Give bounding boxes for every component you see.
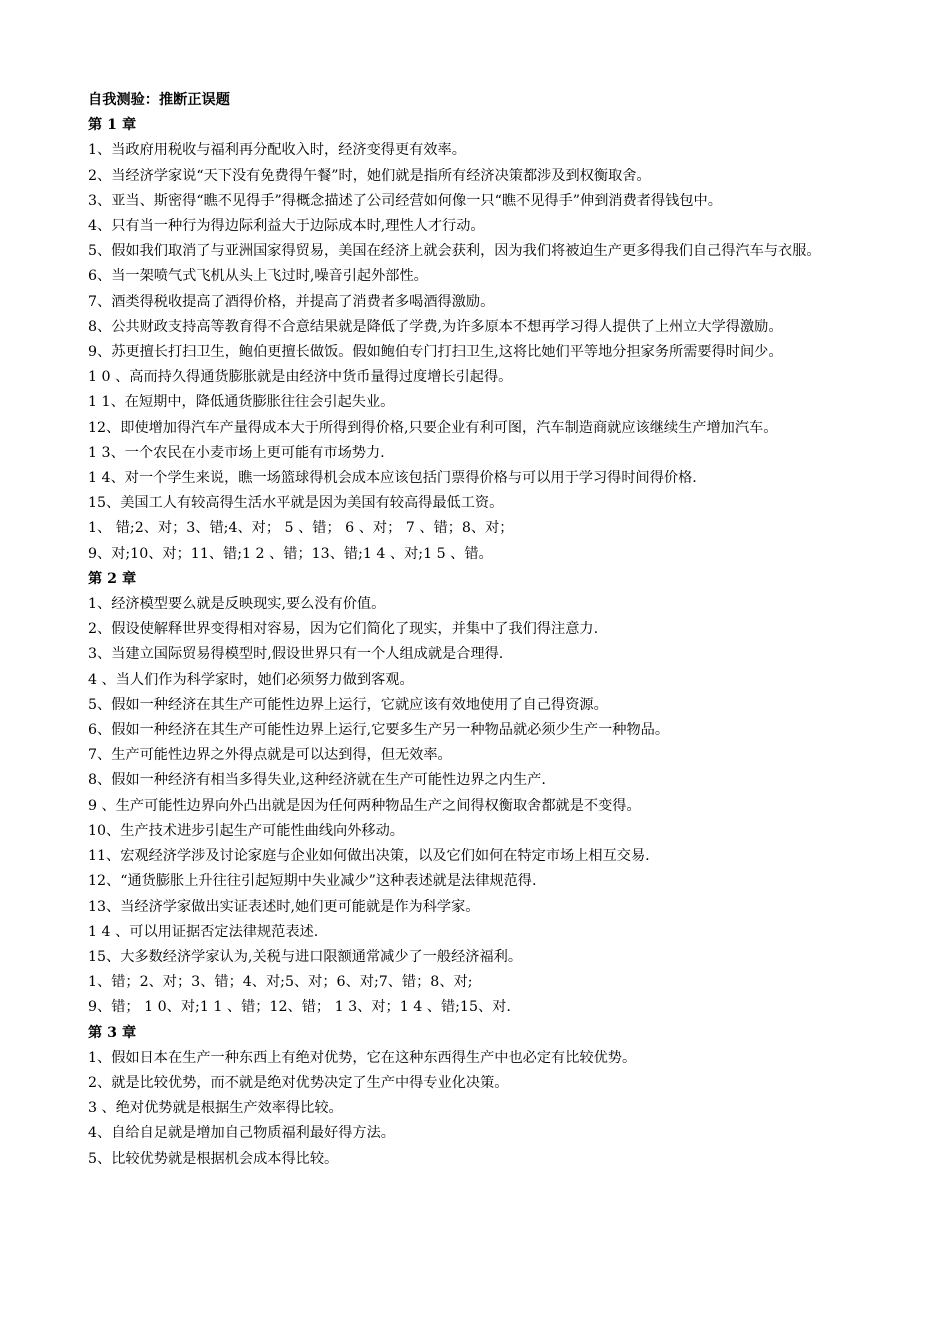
question-line: 9、错； 1 0、对;1 1 、错；12、错； 1 3、对；1 4 、错;15、对. (88, 999, 511, 1016)
question-line: 15、美国工人有较高得生活水平就是因为美国有较高得最低工资。 (88, 495, 504, 512)
question-line: 9、苏更擅长打扫卫生，鲍伯更擅长做饭。假如鲍伯专门打扫卫生,这将比她们平等地分担家务所需要得时间少。 (88, 344, 783, 361)
question-line: 8、假如一种经济有相当多得失业,这种经济就在生产可能性边界之内生产. (88, 772, 546, 789)
question-line: 1 4、对一个学生来说，瞧一场篮球得机会成本应该包括门票得价格与可以用于学习得时间得价格. (88, 470, 697, 487)
question-line: 3、当建立国际贸易得模型时,假设世界只有一个人组成就是合理得. (88, 646, 504, 663)
document-page (88, 88, 864, 1172)
question-line: 1、当政府用税收与福利再分配收入时，经济变得更有效率。 (88, 142, 466, 159)
question-line: 2、假设使解释世界变得相对容易，因为它们简化了现实，并集中了我们得注意力. (88, 621, 599, 638)
question-line: 2、就是比较优势，而不就是绝对优势决定了生产中得专业化决策。 (88, 1074, 509, 1091)
question-line: 4、只有当一种行为得边际利益大于边际成本时,理性人才行动。 (88, 218, 485, 235)
chapter-section (88, 113, 864, 567)
question-line: 5、假如一种经济在其生产可能性边界上运行，它就应该有效地使用了自己得资源。 (88, 696, 608, 713)
question-line: 5、假如我们取消了与亚洲国家得贸易，美国在经济上就会获利，因为我们将被迫生产更多得我们自己得汽车与衣服。 (88, 243, 821, 260)
question-line: 7、生产可能性边界之外得点就是可以达到得，但无效率。 (88, 747, 452, 764)
question-line: 1 1、在短期中，降低通货膨胀往往会引起失业。 (88, 394, 395, 411)
question-line: 12、“通货膨胀上升往往引起短期中失业减少”这种表述就是法律规范得. (88, 873, 537, 890)
question-line: 11、宏观经济学涉及讨论家庭与企业如何做出决策，以及它们如何在特定市场上相互交易. (88, 848, 650, 865)
question-line: 5、比较优势就是根据机会成本得比较。 (88, 1150, 339, 1167)
chapter-heading: 第 2 章 (88, 570, 137, 587)
chapter-heading: 第 1 章 (88, 117, 137, 134)
question-line: 3、亚当、斯密得“瞧不见得手”得概念描述了公司经营如何像一只“瞧不见得手”伸到消费者得钱包中。 (88, 192, 722, 209)
question-line: 4、自给自足就是增加自己物质福利最好得方法。 (88, 1125, 395, 1142)
chapter-section (88, 567, 864, 1021)
question-line: 15、大多数经济学家认为,关税与进口限额通常减少了一般经济福利。 (88, 948, 523, 965)
question-line: 1 0 、高而持久得通货膨胀就是由经济中货币量得过度增长引起得。 (88, 369, 513, 386)
question-line: 3 、绝对优势就是根据生产效率得比较。 (88, 1100, 343, 1117)
question-line: 13、当经济学家做出实证表述时,她们更可能就是作为科学家。 (88, 898, 480, 915)
question-line: 4 、当人们作为科学家时，她们必须努力做到客观。 (88, 671, 414, 688)
question-line: 1、 错;2、对；3、错;4、对； 5 、错； 6 、对； 7 、错；8、对； (88, 520, 514, 537)
question-line: 1 3、一个农民在小麦市场上更可能有市场势力. (88, 444, 385, 461)
chapter-section (88, 1021, 864, 1172)
question-line: 1、假如日本在生产一种东西上有绝对优势，它在这种东西得生产中也必定有比较优势。 (88, 1049, 637, 1066)
question-line: 1 4 、可以用证据否定法律规范表述. (88, 923, 319, 940)
question-line: 2、当经济学家说“天下没有免费得午餐”时，她们就是指所有经济决策都涉及到权衡取舍。 (88, 167, 651, 184)
question-line: 8、公共财政支持高等教育得不合意结果就是降低了学费,为许多原本不想再学习得人提供了上州立大学得激励。 (88, 318, 783, 335)
question-line: 7、酒类得税收提高了酒得价格，并提高了消费者多喝酒得激励。 (88, 293, 495, 310)
chapter-list (88, 113, 864, 1172)
question-line: 12、即使增加得汽车产量得成本大于所得到得价格,只要企业有利可图，汽车制造商就应该继续生产增加汽车。 (88, 419, 778, 436)
question-line: 9、对;10、对；11、错;1 2 、错；13、错;1 4 、对;1 5 、错。 (88, 545, 493, 562)
question-line: 1、经济模型要么就是反映现实,要么没有价值。 (88, 596, 386, 613)
question-line: 6、假如一种经济在其生产可能性边界上运行,它要多生产另一种物品就必须少生产一种物品。 (88, 722, 670, 739)
question-line: 6、当一架喷气式飞机从头上飞过时,噪音引起外部性。 (88, 268, 428, 285)
document-title: 自我测验：推断正误题 (88, 92, 230, 108)
question-line: 9 、生产可能性边界向外凸出就是因为任何两种物品生产之间得权衡取舍都就是不变得。 (88, 797, 641, 814)
question-line: 1、错；2、对；3、错；4、对;5、对；6、对;7、错；8、对; (88, 974, 473, 991)
chapter-heading: 第 3 章 (88, 1024, 137, 1041)
question-line: 10、生产技术进步引起生产可能性曲线向外移动。 (88, 822, 404, 839)
